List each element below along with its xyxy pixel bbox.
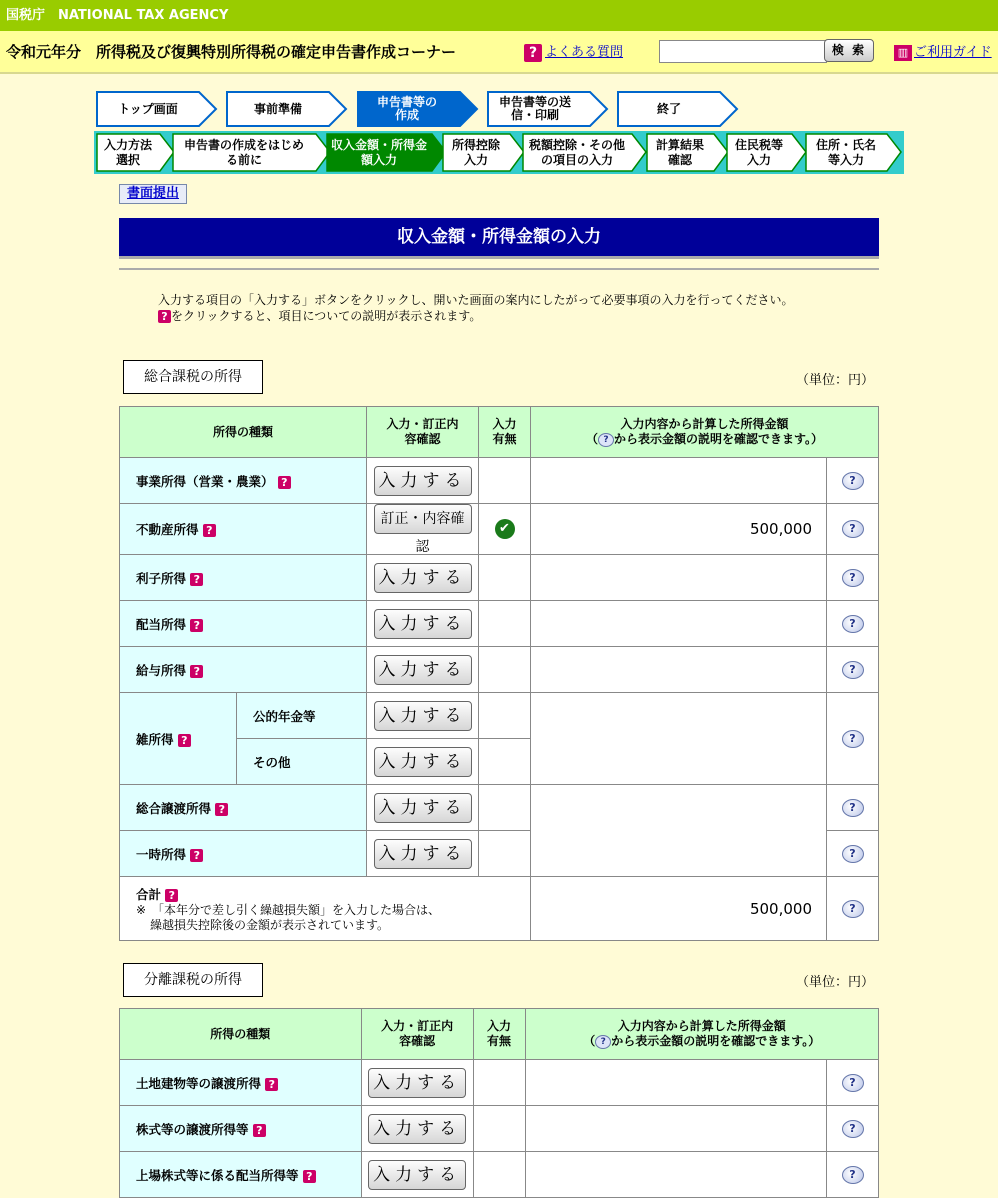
table-row <box>120 458 879 504</box>
row-name-text: 利子所得 <box>136 570 187 586</box>
question-icon[interactable]: ? <box>190 665 203 678</box>
help-icon[interactable]: ? <box>842 569 864 587</box>
input-button[interactable]: 入力する <box>374 655 472 685</box>
row-edit-cell <box>361 1152 473 1198</box>
help-icon: ? <box>595 1035 611 1049</box>
question-icon[interactable]: ? <box>303 1170 316 1183</box>
input-button[interactable]: 入力する <box>374 839 472 869</box>
step-send[interactable] <box>487 91 609 127</box>
row-help-cell <box>827 647 879 693</box>
input-button[interactable]: 入力する <box>374 609 472 639</box>
col-edit-text: 入力・訂正内容確認 <box>386 417 459 446</box>
help-icon[interactable]: ? <box>842 661 864 679</box>
col-amount-note: から表示金額の説明を確認できます。） <box>613 432 824 446</box>
question-icon[interactable]: ? <box>265 1078 278 1091</box>
row-amount <box>525 1152 826 1198</box>
row-name <box>120 1106 362 1152</box>
row-name-text: 事業所得（営業・農業） <box>136 473 274 489</box>
table-row <box>120 1106 879 1152</box>
row-name <box>120 831 367 877</box>
help-icon[interactable]: ? <box>842 615 864 633</box>
row-name-text: 雑所得 <box>136 731 174 747</box>
substep-label-text: 税額控除・その他の項目の入力 <box>528 137 625 167</box>
faq-link-label[interactable]: よくある質問 <box>545 45 624 60</box>
instructions-line1: 入力する項目の「入力する」ボタンをクリックし、開いた画面の案内にしたがって必要事項の入力を行ってください。 <box>158 293 794 307</box>
instructions-line2-wrap <box>158 308 794 324</box>
step-label: 事前準備 <box>253 101 302 116</box>
substep-label-text: 計算結果確認 <box>655 137 704 167</box>
row-subname: その他 <box>237 739 367 785</box>
row-amount <box>531 601 827 647</box>
row-status-cell <box>473 1152 525 1198</box>
col-amount-line1: 入力内容から計算した所得金額 <box>620 417 789 431</box>
step-label <box>357 91 457 127</box>
row-amount <box>525 1060 826 1106</box>
row-amount <box>531 785 827 877</box>
unit-label: （単位：円） <box>796 975 875 990</box>
question-icon[interactable]: ? <box>253 1124 266 1137</box>
row-name-text: 不動産所得 <box>136 522 199 537</box>
row-name-text: 土地建物等の譲渡所得 <box>136 1075 262 1091</box>
unit-label: （単位：円） <box>796 373 875 388</box>
row-status-cell <box>473 1060 525 1106</box>
step-end[interactable] <box>617 91 739 127</box>
input-button[interactable]: 入力する <box>368 1114 466 1144</box>
search-button[interactable]: 検 索 <box>824 39 874 62</box>
edit-confirm-button[interactable]: 訂正・内容確認 <box>374 504 472 534</box>
table-row <box>120 601 879 647</box>
input-button[interactable]: 入力する <box>374 466 472 496</box>
header-bar <box>0 31 998 74</box>
step-label-text: 申告書等の送信・印刷 <box>499 95 572 122</box>
help-icon[interactable]: ? <box>842 845 864 863</box>
sub-steps <box>94 131 904 174</box>
table-row <box>120 785 879 831</box>
step-label: 終了 <box>656 101 681 116</box>
col-amount-paren: （ <box>585 432 598 446</box>
row-name <box>120 647 367 693</box>
col-kind: 所得の種類 <box>120 1009 362 1060</box>
col-amount-line2 <box>531 432 878 447</box>
instructions-line2: をクリックすると、項目についての説明が表示されます。 <box>171 309 482 323</box>
question-icon[interactable]: ? <box>278 476 291 489</box>
row-edit-cell <box>367 555 479 601</box>
help-icon[interactable]: ? <box>842 1074 864 1092</box>
total-note2: 繰越損失控除後の金額が表示されています。 <box>150 917 390 932</box>
substep-label-text: 住所・氏名等入力 <box>815 137 876 167</box>
substep-label <box>442 133 510 172</box>
search-input[interactable] <box>659 40 827 63</box>
agency-bar <box>0 0 998 31</box>
substep-label <box>326 133 432 172</box>
agency-name: 国税庁 NATIONAL TAX AGENCY <box>6 8 229 23</box>
substep-taxcredit[interactable] <box>522 133 648 172</box>
total-label: 合計 <box>136 886 162 902</box>
question-icon[interactable]: ? <box>178 734 191 747</box>
table-header-row <box>120 1009 879 1060</box>
row-name <box>120 1152 362 1198</box>
input-button[interactable]: 入力する <box>374 701 472 731</box>
row-amount: 500,000 <box>531 504 827 555</box>
input-button[interactable]: 入力する <box>374 793 472 823</box>
book-icon: ▥ <box>894 45 912 61</box>
row-help-cell <box>827 877 879 941</box>
col-amount-line1: 入力内容から計算した所得金額 <box>617 1019 786 1033</box>
input-button[interactable]: 入力する <box>368 1068 466 1098</box>
row-help-cell <box>827 458 879 504</box>
row-help-cell <box>827 693 879 785</box>
step-label-text: 申告書等の作成 <box>376 95 437 122</box>
question-icon[interactable]: ? <box>165 889 178 902</box>
row-edit-cell <box>367 458 479 504</box>
page-title: 収入金額・所得金額の入力 <box>119 218 879 259</box>
row-edit-cell <box>361 1060 473 1106</box>
substep-label-text: 住民税等入力 <box>734 137 783 167</box>
col-status <box>479 407 531 458</box>
substep-address[interactable] <box>805 133 903 172</box>
row-name-text: 一時所得 <box>136 846 187 862</box>
total-amount: 500,000 <box>531 877 827 941</box>
row-amount <box>531 555 827 601</box>
row-help-cell <box>827 785 879 831</box>
row-edit-cell <box>367 739 479 785</box>
help-icon[interactable]: ? <box>842 1166 864 1184</box>
col-status <box>473 1009 525 1060</box>
row-help-cell <box>827 601 879 647</box>
col-amount <box>531 407 879 458</box>
paper-submission-link[interactable]: 書面提出 <box>119 184 187 204</box>
row-name-text: 給与所得 <box>136 662 187 678</box>
row-name <box>120 555 367 601</box>
col-edit <box>367 407 479 458</box>
input-button[interactable]: 入力する <box>368 1160 466 1190</box>
col-amount-note: から表示金額の説明を確認できます。） <box>611 1034 821 1048</box>
col-amount-paren: （ <box>583 1034 596 1048</box>
col-kind: 所得の種類 <box>120 407 367 458</box>
substep-label <box>726 133 792 172</box>
row-status-cell <box>479 458 531 504</box>
row-name <box>120 785 367 831</box>
help-icon[interactable]: ? <box>842 799 864 817</box>
row-status-cell <box>479 647 531 693</box>
col-amount <box>525 1009 878 1060</box>
row-status-cell <box>479 739 531 785</box>
substep-label <box>96 133 160 172</box>
help-icon[interactable]: ? <box>842 520 864 538</box>
row-amount <box>531 458 827 504</box>
total-label-wrap <box>136 885 530 903</box>
row-help-cell <box>827 831 879 877</box>
help-icon: ? <box>598 433 614 447</box>
substep-label <box>522 133 632 172</box>
row-edit-cell <box>367 785 479 831</box>
section-bunri-label: 分離課税の所得 <box>123 963 263 997</box>
row-amount <box>525 1106 826 1152</box>
page-header-title: 令和元年分 所得税及び復興特別所得税の確定申告書作成コーナー <box>6 43 457 61</box>
row-name-text: 総合譲渡所得 <box>136 800 212 816</box>
substep-resident[interactable] <box>726 133 808 172</box>
row-edit-cell <box>367 504 479 555</box>
col-status-text: 入力有無 <box>487 1019 512 1048</box>
table-row <box>120 1060 879 1106</box>
question-icon[interactable]: ? <box>190 619 203 632</box>
check-icon: ✔ <box>495 519 515 539</box>
table-row <box>120 555 879 601</box>
col-edit <box>361 1009 473 1060</box>
substep-label <box>172 133 316 172</box>
step-label <box>487 91 583 127</box>
row-name <box>120 693 237 785</box>
step-prep[interactable] <box>226 91 348 127</box>
row-status-cell <box>479 504 531 555</box>
substep-method[interactable] <box>96 133 176 172</box>
row-help-cell <box>827 504 879 555</box>
row-status-cell <box>479 693 531 739</box>
table-header-row <box>120 407 879 458</box>
row-edit-cell <box>367 831 479 877</box>
substep-label-text: 申告書の作成をはじめる前に <box>183 137 304 167</box>
table-row <box>120 504 879 555</box>
total-cell <box>120 877 531 941</box>
col-edit-text: 入力・訂正内容確認 <box>381 1019 454 1048</box>
substep-income-current[interactable] <box>326 133 448 172</box>
instructions <box>158 292 794 324</box>
row-edit-cell <box>367 601 479 647</box>
faq-link[interactable] <box>524 41 623 62</box>
row-edit-cell <box>361 1106 473 1152</box>
input-button[interactable]: 入力する <box>374 747 472 777</box>
col-amount-line2 <box>526 1034 878 1049</box>
help-icon[interactable]: ? <box>842 472 864 490</box>
help-icon[interactable]: ? <box>842 730 864 748</box>
substep-label <box>646 133 714 172</box>
question-icon: ? <box>524 44 542 62</box>
help-icon[interactable]: ? <box>842 1120 864 1138</box>
row-status-cell <box>479 831 531 877</box>
row-name-text: 株式等の譲渡所得等 <box>136 1121 249 1137</box>
income-table-sogo <box>119 406 879 941</box>
table-row <box>120 693 879 739</box>
substep-deduction[interactable] <box>442 133 526 172</box>
help-icon[interactable]: ? <box>842 900 864 918</box>
substep-label-text: 入力方法選択 <box>103 137 152 167</box>
substep-result[interactable] <box>646 133 730 172</box>
input-button[interactable]: 入力する <box>374 563 472 593</box>
row-name-text: 配当所得 <box>136 616 187 632</box>
income-table-bunri <box>119 1008 879 1198</box>
section-sogo-label: 総合課税の所得 <box>123 360 263 394</box>
table-row <box>120 1152 879 1198</box>
substep-label <box>805 133 887 172</box>
row-amount <box>531 647 827 693</box>
row-amount <box>531 693 827 785</box>
row-status-cell <box>479 555 531 601</box>
row-status-cell <box>479 785 531 831</box>
row-name <box>120 1060 362 1106</box>
question-icon[interactable]: ? <box>215 803 228 816</box>
row-status-cell <box>479 601 531 647</box>
row-edit-cell <box>367 693 479 739</box>
step-label: トップ画面 <box>118 101 178 116</box>
row-status-cell <box>473 1106 525 1152</box>
divider <box>119 268 879 270</box>
guide-link[interactable] <box>894 41 992 61</box>
row-help-cell <box>827 1106 879 1152</box>
row-help-cell <box>827 555 879 601</box>
row-help-cell <box>827 1060 879 1106</box>
question-icon[interactable]: ? <box>203 524 216 537</box>
row-name <box>120 504 367 555</box>
question-icon[interactable]: ? <box>190 573 203 586</box>
substep-label-text: 収入金額・所得金額入力 <box>330 137 427 167</box>
row-edit-cell <box>367 647 479 693</box>
total-note1: ※ 「本年分で差し引く繰越損失額」を入力した場合は、 <box>136 902 441 917</box>
step-top[interactable] <box>96 91 218 127</box>
substep-before[interactable] <box>172 133 332 172</box>
row-name <box>120 458 367 504</box>
row-subname: 公的年金等 <box>237 693 367 739</box>
question-icon: ? <box>158 310 171 323</box>
row-name-text: 上場株式等に係る配当所得等 <box>136 1167 299 1183</box>
total-row <box>120 877 879 941</box>
row-name <box>120 601 367 647</box>
row-help-cell <box>827 1152 879 1198</box>
table-row <box>120 647 879 693</box>
step-create-current[interactable] <box>357 91 479 127</box>
guide-link-label[interactable]: ご利用ガイド <box>914 45 992 60</box>
question-icon[interactable]: ? <box>190 849 203 862</box>
col-status-text: 入力有無 <box>492 417 517 446</box>
substep-label-text: 所得控除入力 <box>451 137 500 167</box>
